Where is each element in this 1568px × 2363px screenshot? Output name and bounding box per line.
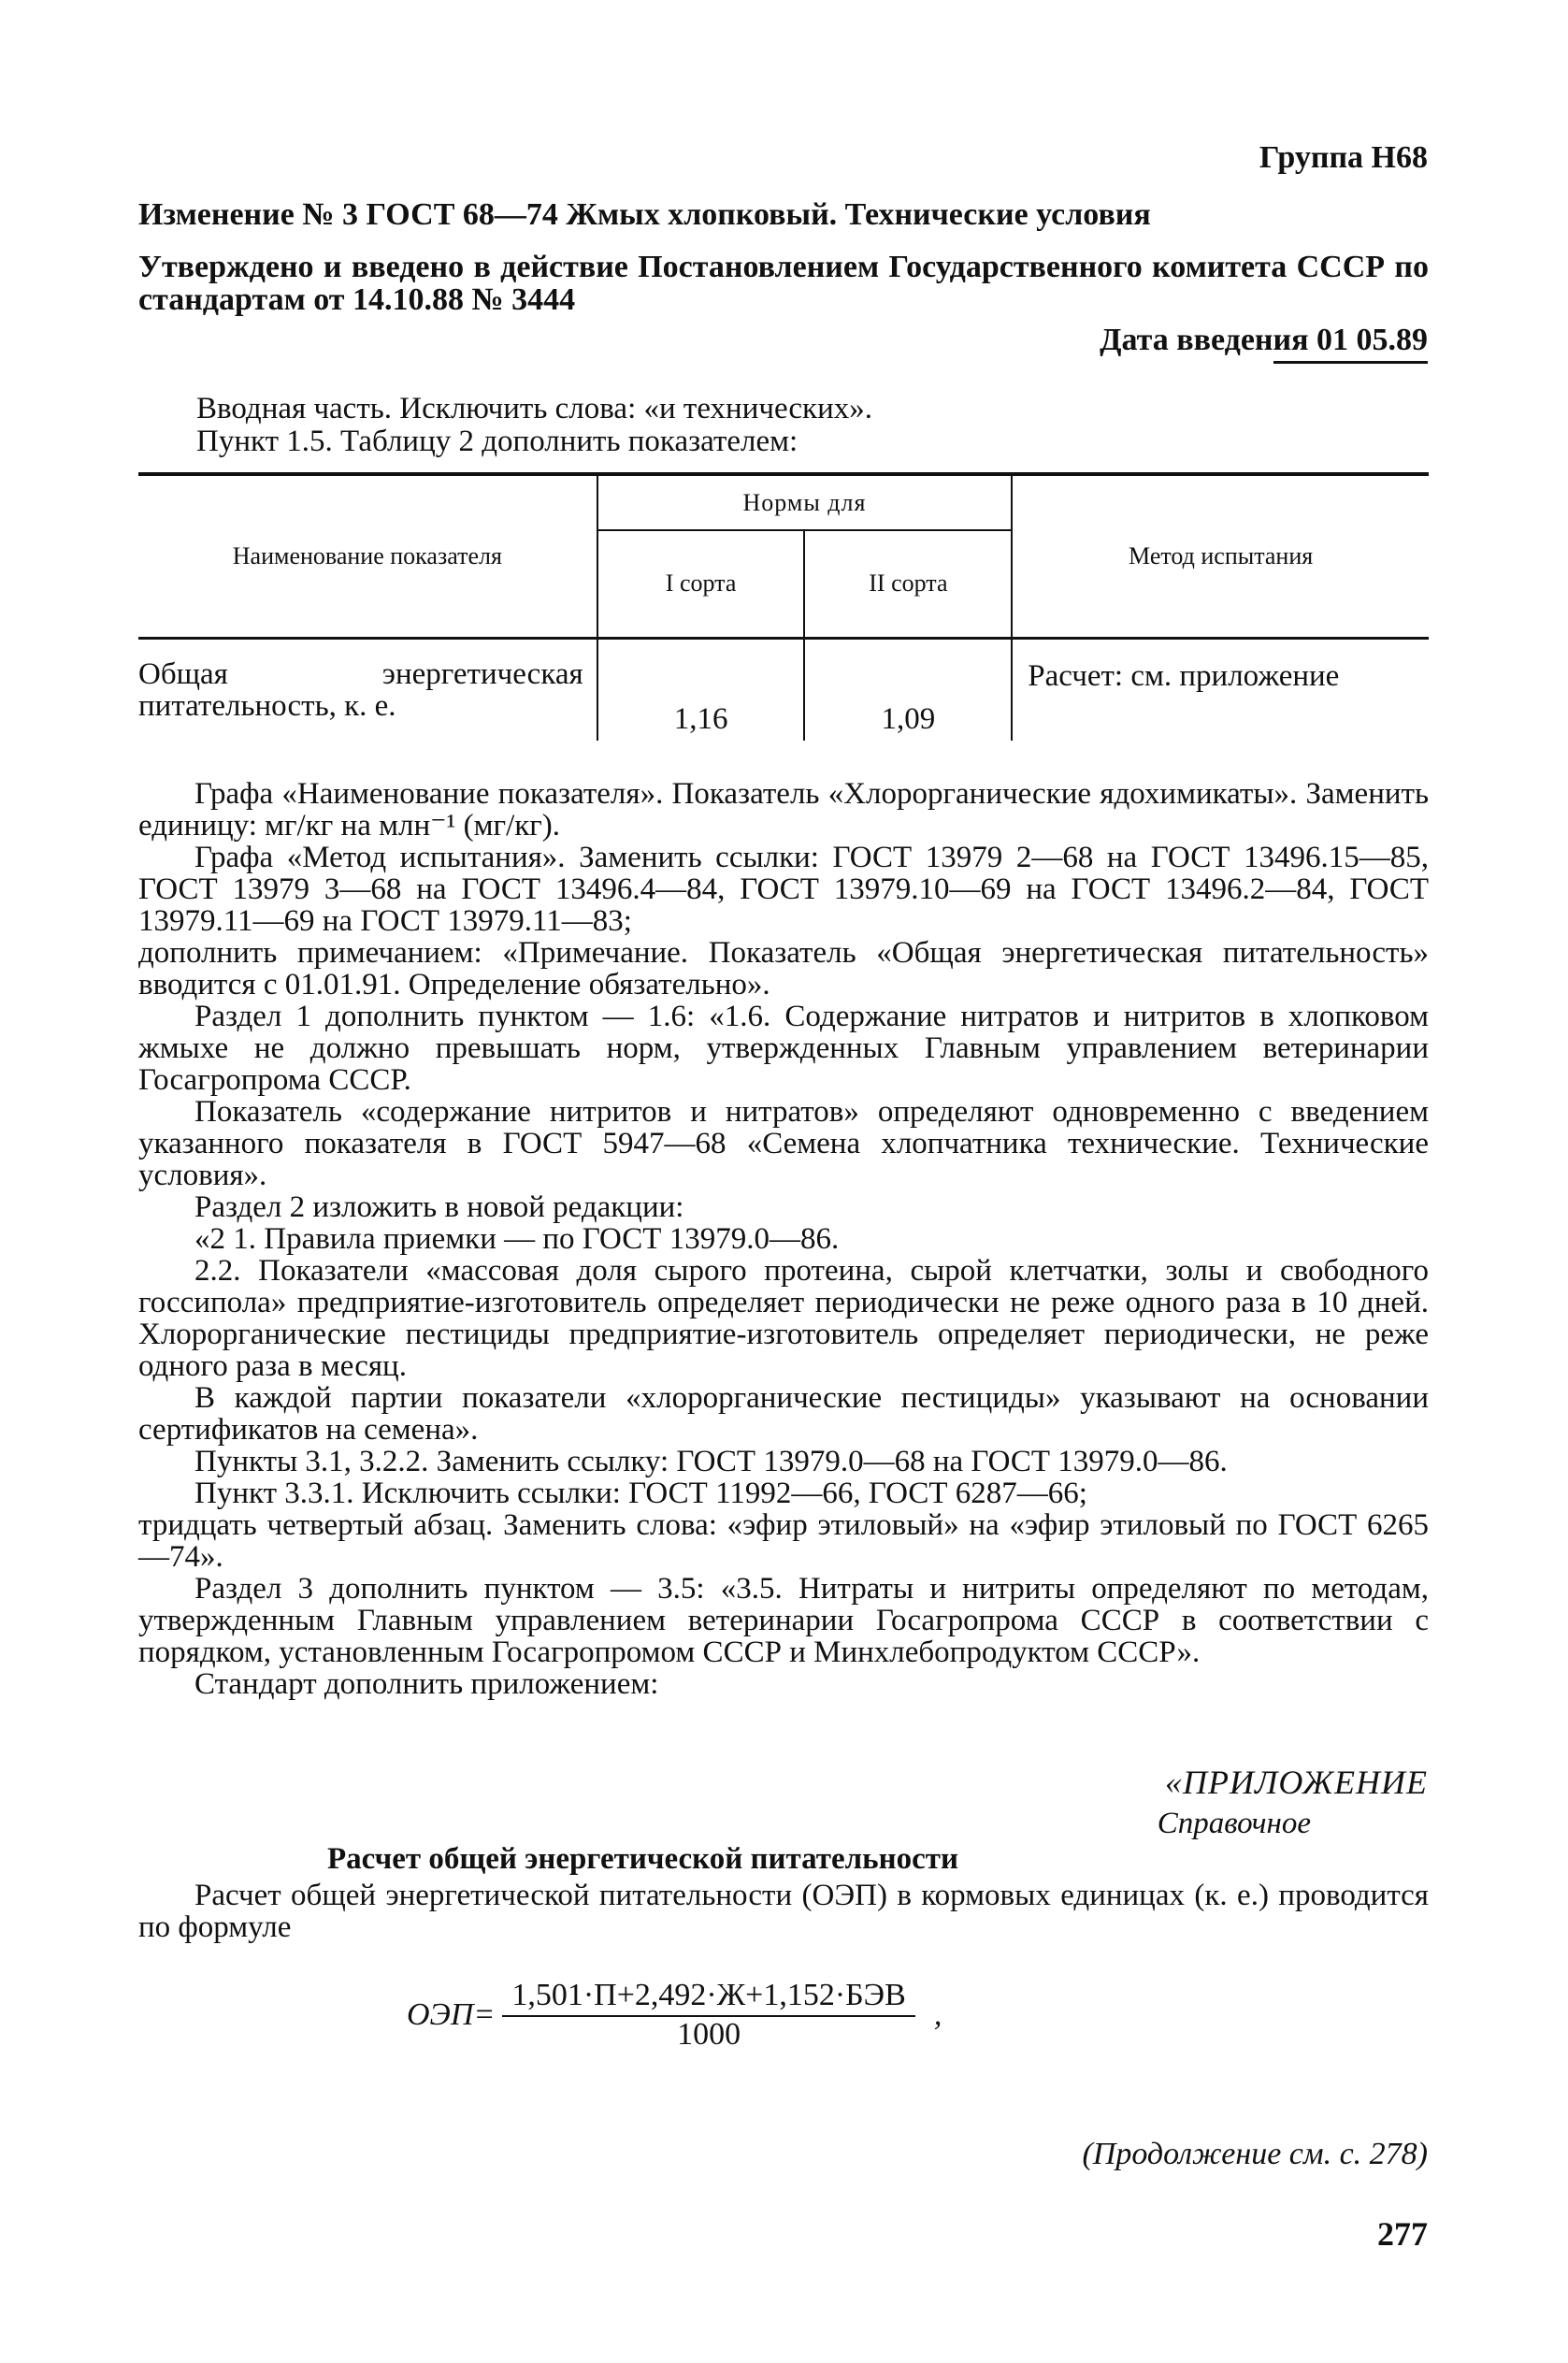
appendix-text: Расчет общей энергетической питательности (ОЭП) в кормовых единицах (к. е.) проводится по формуле [138,1879,1429,1944]
header-grade-1: I сорта [597,530,805,638]
paragraph: Раздел 3 дополнить пунктом — 3.5: «3.5. Нитраты и нитриты определяют по методам, утвержденным Главным управлением ветеринарии Госагропрома СССР в соответствии с порядком, установленным Госагропромом СССР и Минхлебопродуктом СССР». [138,1572,1429,1669]
paragraph: Пункт 3.3.1. Исключить ссылки: ГОСТ 11992—66, ГОСТ 6287—66; [194,1477,1087,1510]
paragraph: дополнить примечанием: «Примечание. Показатель «Общая энергетическая питательность» вводится с 01.01.91. Определение обязательно». [138,936,1429,1001]
paragraph: Раздел 2 изложить в новой редакции: [194,1190,684,1224]
row-grade-2-value: 1,09 [881,702,936,736]
formula-numerator: 1,501·П+2,492·Ж+1,152·БЭВ [502,1978,914,2017]
paragraph: Пункты 3.1, 3.2.2. Заменить ссылку: ГОСТ 13979.0—68 на ГОСТ 13979.0—86. [194,1445,1228,1478]
paragraph: 2.2. Показатели «массовая доля сырого протеина, сырой клетчатки, золы и свободного госсипола» предприятие-изготовитель определяет периодически не реже одного раза в 10 дней. Хлорорганические пестициды предприятие-изготовитель определяет периодически, не реже одного раза в месяц. [138,1254,1429,1383]
paragraph: В каждой партии показатели «хлорорганические пестициды» указывают на основании сертификатов на семена». [138,1381,1429,1447]
formula-lhs: ОЭП= [407,1997,496,2032]
approval-text: Утверждено и введено в действие Постановлением Государственного комитета СССР по стандартам от 14.10.88 № 3444 [138,250,1429,317]
intro-line-2: Пункт 1.5. Таблицу 2 дополнить показателем: [196,425,798,458]
row-indicator-name: Общая энергетическая питательность, к. е. [138,638,597,741]
appendix-subtitle: Справочное [1157,1807,1311,1840]
appendix-title: «ПРИЛОЖЕНИЕ [1165,1764,1428,1801]
formula-fraction [502,1978,914,2053]
formula-denominator: 1000 [677,2017,741,2052]
formula-tail: , [933,1997,942,2032]
paragraph: Графа «Наименование показателя». Показатель «Хлорорганические ядохимикаты». Заменить единицу: мг/кг на млн⁻¹ (мг/кг). [138,777,1429,843]
amendment-body [138,778,1429,1700]
paragraph: Графа «Метод испытания». Заменить ссылки: ГОСТ 13979 2—68 на ГОСТ 13496.15—85, ГОСТ 13979 3—68 на ГОСТ 13496.4—84, ГОСТ 13979.10—69 на ГОСТ 13496.2—84, ГОСТ 13979.11—69 на ГОСТ 13979.11—83; [138,841,1429,938]
page-number: 277 [1377,2215,1428,2253]
introduction-date: Дата введения 01 05.89 [1100,323,1428,357]
paragraph: Раздел 1 дополнить пунктом — 1.6: «1.6. Содержание нитратов и нитритов в хлопковом жмыхе не должно превышать норм, утвержденных Главным управлением ветеринарии Госагропрома СССР. [138,1000,1429,1097]
date-underline [1273,361,1428,364]
row-method: Расчет: см. приложение [1012,638,1429,741]
row-grade-1-value: 1,16 [597,638,805,741]
paragraph: Показатель «содержание нитритов и нитратов» определяют одновременно с введением указанного показателя в ГОСТ 5947—68 «Семена хлопчатника технические. Технические условия». [138,1095,1429,1192]
intro-line-1: Вводная часть. Исключить слова: «и технических». [196,392,873,425]
formula [407,1978,942,2053]
header-name: Наименование показателя [138,474,597,638]
continuation-note: (Продолжение см. с. 278) [1082,2137,1428,2171]
paragraph: Стандарт дополнить приложением: [194,1667,659,1701]
group-label: Группа Н68 [1259,140,1428,175]
amendment-title: Изменение № 3 ГОСТ 68—74 Жмых хлопковый. Технические условия [138,197,1151,232]
indicator-table [138,472,1429,741]
header-method: Метод испытания [1012,474,1429,638]
header-norms: Нормы для [597,474,1013,530]
paragraph: «2 1. Правила приемки — по ГОСТ 13979.0—86. [194,1222,840,1256]
paragraph: тридцать четвертый абзац. Заменить слова: «эфир этиловый» на «эфир этиловый по ГОСТ 6265—74». [138,1508,1429,1574]
appendix-heading: Расчет общей энергетической питательности [327,1842,958,1876]
header-grade-2: II сорта [804,530,1012,638]
